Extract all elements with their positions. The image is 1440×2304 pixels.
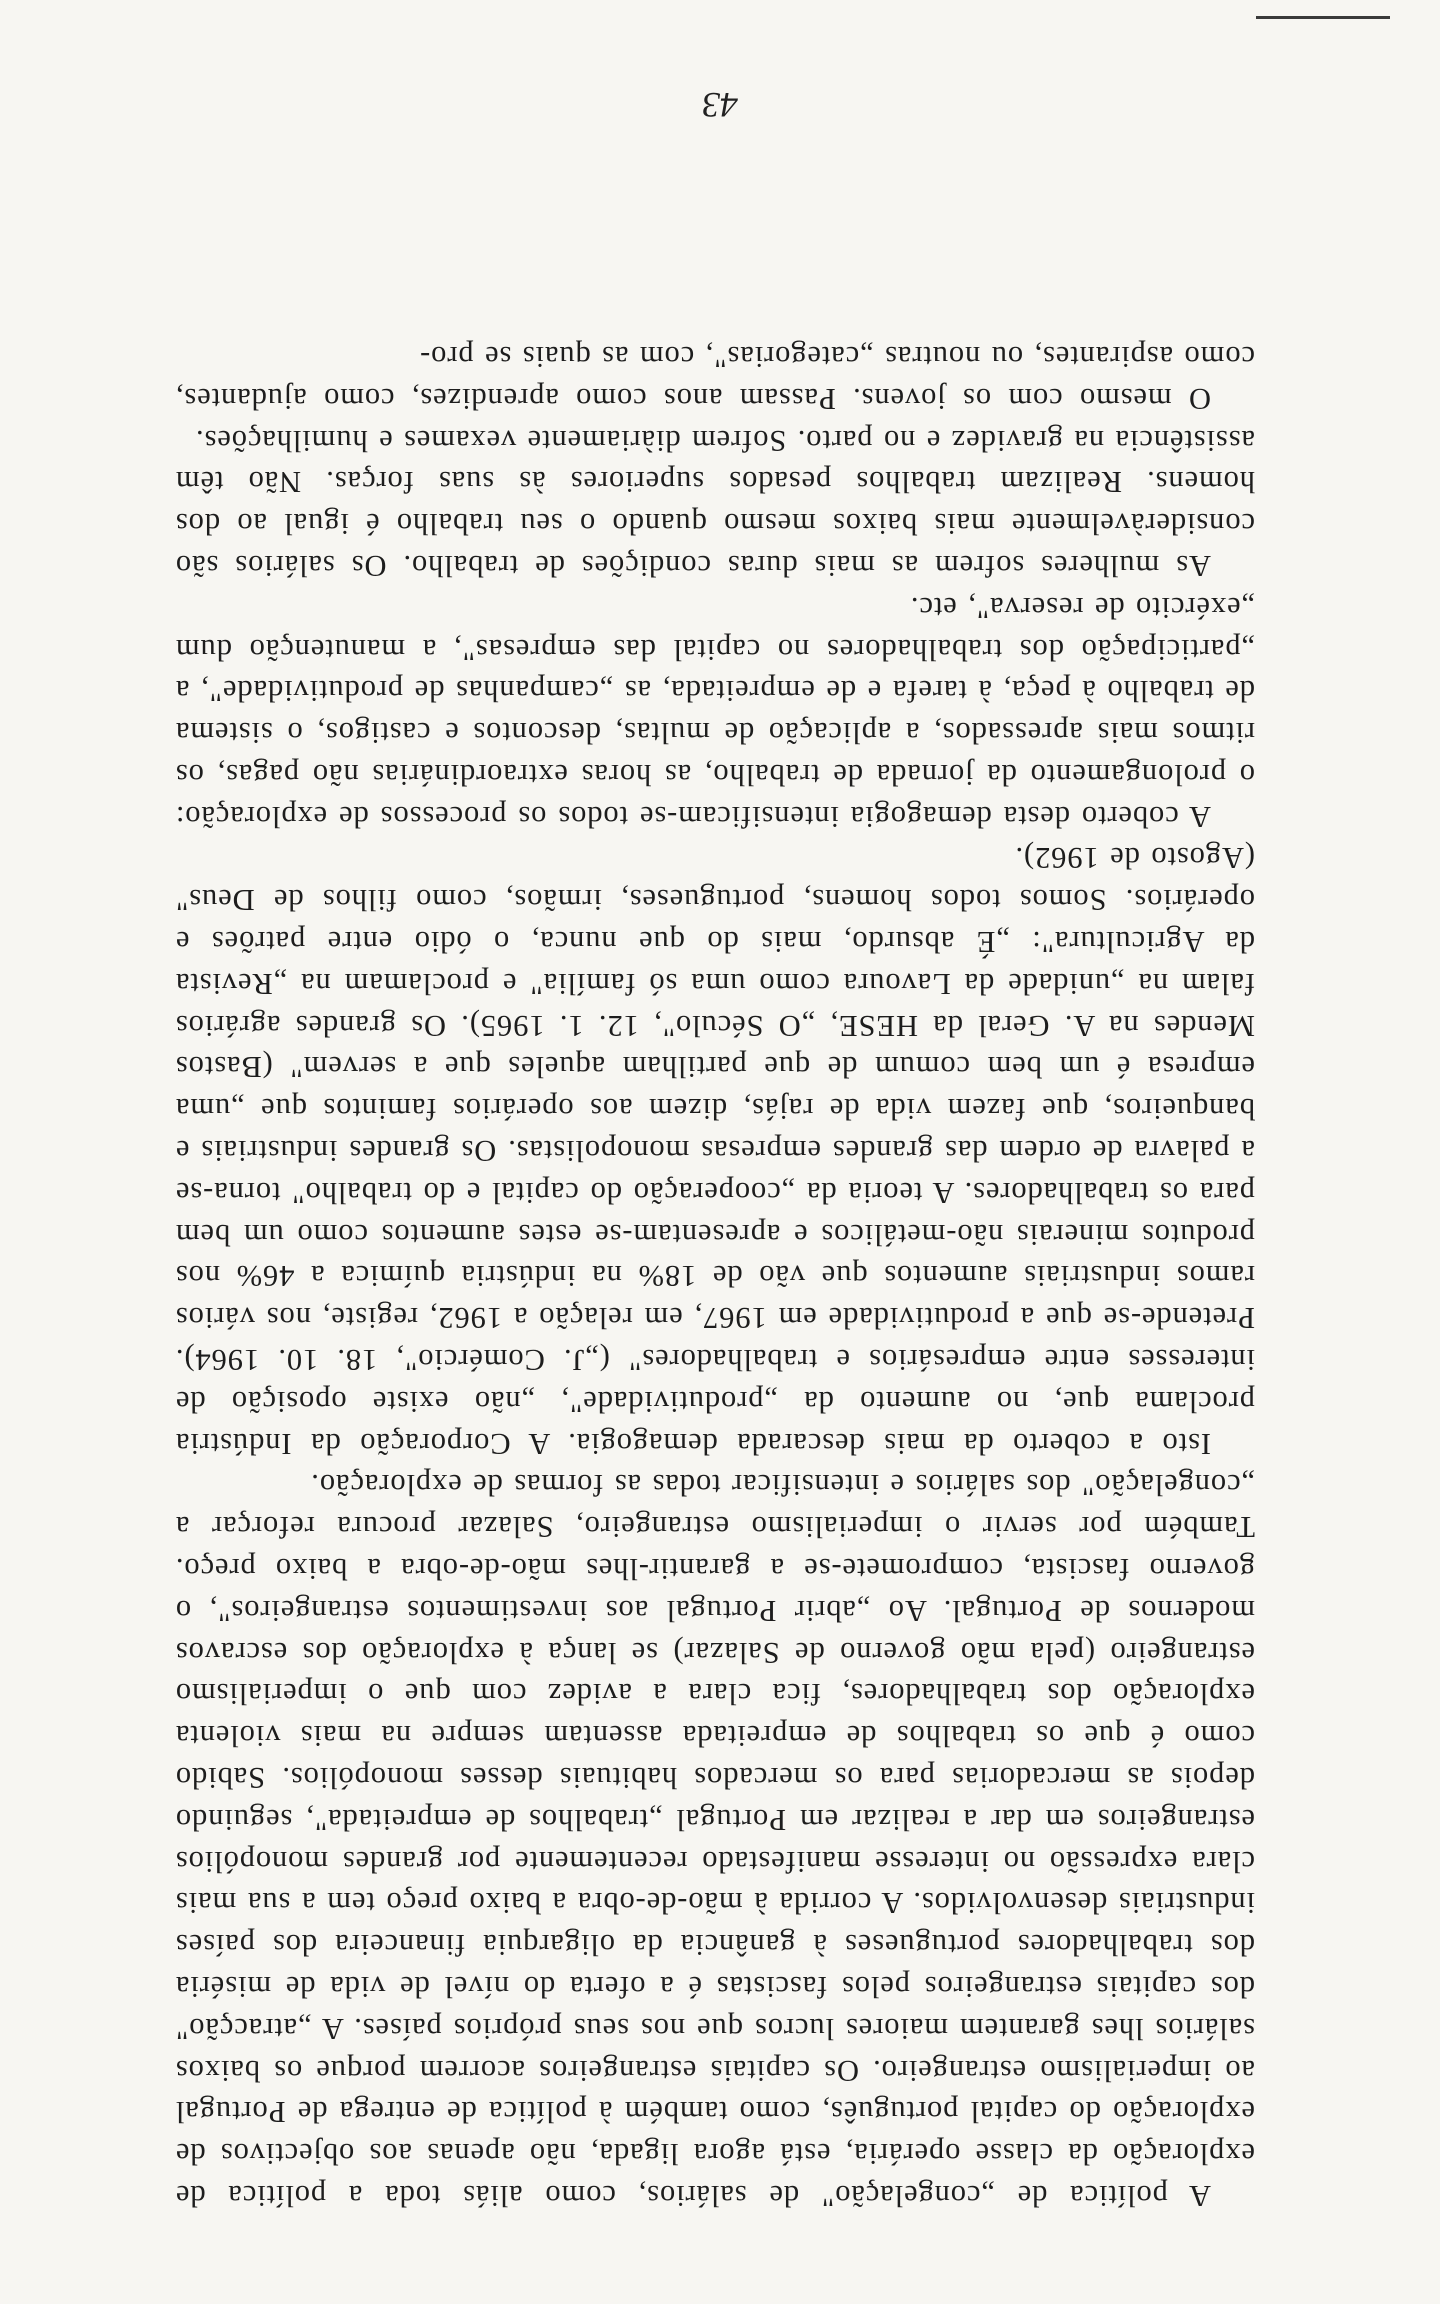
page-number: 43 — [702, 85, 738, 125]
paragraph-3: A coberto desta demagogia intensificam-se todos os processos de exploração: o prolongamento da jornada de trabalho, as horas extraordinárias não pagas, os ritmos mais apressados, a aplicação de multas, descontos e castigos, o sistema de trabalho à peça, à tarefa e de empreitada, as „campanhas de produtividade", a „participação dos trabalhadores no capital das empresas", a manutenção dum „exército de reserva", etc. — [175, 590, 1255, 834]
paragraph-5: O mesmo com os jovens. Passam anos como aprendizes, como ajudantes, como aspirantes, ou noutras „categorias", com as quais se pro- — [175, 339, 1255, 416]
divider-rule — [1256, 16, 1390, 19]
text-column — [175, 335, 1255, 2216]
paragraph-4: As mulheres sofrem as mais duras condições de trabalho. Os salários são consideràvelmente mais baixos mesmo quando o seu trabalho é igual ao dos homens. Realizam trabalhos pesados superiores às suas forças. Não têm assistência na gravidez e no parto. Sofrem diàriamente vexames e humilhações. — [175, 423, 1255, 583]
paragraph-2: Isto a coberto da mais descarada demagogia. A Corporação da Indústria proclama que, no aumento da „produtividade", „não existe oposição de interesses entre empresários e trabalhadores" („J. Comércio", 18. 10. 1964). Pretende-se que a produtividade em 1967, em relação a 1962, registe, nos vários ramos industriais aumentos que vão de 18% na indústria química a 46% nos produtos minerais não-metálicos e apresentam-se estes aumentos como um bem para os trabalhadores. A teoria da „cooperação do capital e do trabalho" torna-se a palavra de ordem das grandes empresas monopolistas. Os grandes industriais e banqueiros, que fazem vida de rajás, dizem aos operários famintos que „uma empresa é um bem comum de que partilham aqueles que a servem" (Bastos Mendes na A. Geral da HESE, „O Século", 12. 1. 1965). Os grandes agrários falam na „unidade da Lavoura como uma só família" e proclamam na „Revista da Agricultura": „É absurdo, mais do que nunca, o ódio entre patrões e operários. Somos todos homens, portugueses, irmãos, como filhos de Deus" (Agosto de 1962). — [175, 841, 1255, 1461]
paragraph-1: A política de „congelação" de salários, como aliás toda a política de exploração da classe operária, está agora ligada, não apenas aos objectivos de exploração do capital português, como também à política de entrega de Portugal ao imperialismo estrangeiro. Os capitais estrangeiros acorrem porque os baixos salários lhes garantem maiores lucros que nos seus próprios países. A „atracção" dos capitais estrangeiros pelos fascistas é a oferta do nível de vida de miséria dos trabalhadores portugueses à ganância da oligarquia financeira dos países industriais desenvolvidos. A corrida à mão-de-obra a baixo preço tem a sua mais clara expressão no interesse manifestado recentemente por grandes monopólios estrangeiros em dar a realizar em Portugal „trabalhos de empreitada", seguindo depois as mercadorias para os mercados habituais desses monopólios. Sabido como é que os trabalhos de empreitada assentam sempre na mais violenta exploração dos trabalhadores, fica clara a avidez com que o imperialismo estrangeiro (pela mão governo de Salazar) se lança à exploração dos escravos modernos de Portugal. Ao „abrir Portugal aos investimentos estrangeiros", o governo fascista, compromete-se a garantir-lhes mão-de-obra a baixo preço. Também por servir o imperialismo estrangeiro, Salazar procura reforçar a „congelação" dos salários e intensificar todas as formas de exploração. — [175, 1468, 1255, 2213]
